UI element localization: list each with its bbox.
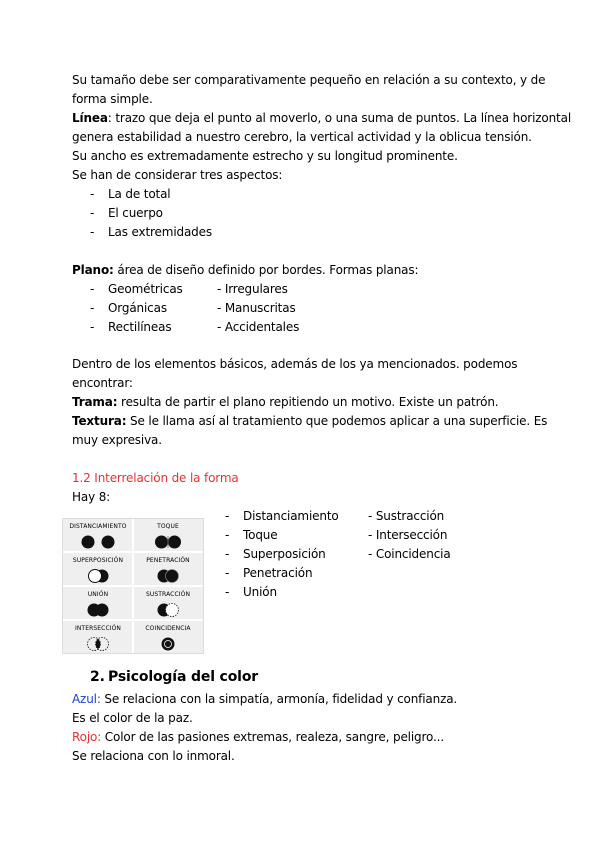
label-interseccion: INTERSECCIÓN [74,625,122,632]
list-item: - Accidentales [217,320,300,334]
list-item: - Manuscritas [217,301,296,315]
bullet-dash: - [90,187,95,201]
linea-line-4: Se han de considerar tres aspectos: [72,168,283,182]
list-item: Superposición [243,547,326,561]
section-heading-interrelacion: 1.2 Interrelación de la forma [72,471,239,485]
bullet-dash: - [90,225,95,239]
azul-label: Azul: [72,692,101,706]
list-item: Orgánicas [108,301,167,315]
toque-shape-icon [138,534,198,550]
trama-label: Trama: [72,395,118,409]
label-toque: TOQUE [157,523,179,530]
interrelacion-count: Hay 8: [72,490,111,504]
list-item: La de total [108,187,171,201]
list-item: - Irregulares [217,282,288,296]
plano-paragraph [72,261,418,280]
bullet-dash: - [90,206,95,220]
bullet-dash: - [225,528,230,542]
label-distanciamiento: DISTANCIAMIENTO [69,523,127,530]
rojo-paragraph [72,728,444,747]
list-item: Distanciamiento [243,509,339,523]
label-superposicion: SUPERPOSICIÓN [72,557,124,564]
interseccion-shape-icon [68,636,128,652]
coincidencia-shape-icon [138,636,198,652]
intro-line-1: Su tamaño debe ser comparativamente pequeño en relación a su contexto, y de [72,73,546,87]
plano-text: área de diseño definido por bordes. Formas planas: [113,263,419,277]
list-item: El cuerpo [108,206,163,220]
elementos-line-2: encontrar: [72,376,133,390]
rojo-label: Rojo: [72,730,102,744]
azul-line-2: Es el color de la paz. [72,711,193,725]
label-union: UNIÓN [87,591,109,598]
linea-line-3: Su ancho es extremadamente estrecho y su longitud prominente. [72,149,458,163]
list-item: Las extremidades [108,225,212,239]
list-item: Geométricas [108,282,183,296]
textura-line-2: muy expresiva. [72,433,162,447]
trama-paragraph [72,393,498,412]
azul-paragraph [72,690,457,709]
section-number: 2. [90,669,105,685]
list-item: Unión [243,585,277,599]
label-coincidencia: COINCIDENCIA [145,625,191,632]
trama-text: resulta de partir el plano repitiendo un motivo. Existe un patrón. [117,395,499,409]
bullet-dash: - [225,547,230,561]
bullet-dash: - [225,566,230,580]
list-item: Penetración [243,566,313,580]
distanciamiento-shape-icon [68,534,128,550]
rojo-line-2: Se relaciona con lo inmoral. [72,749,235,763]
section-heading-psicologia: Psicología del color [108,669,259,685]
union-shape-icon [68,602,128,618]
label-sustraccion: SUSTRACCIÓN [145,591,191,598]
linea-line-2: genera estabilidad a nuestro cerebro, la vertical actividad y la oblicua tensión. [72,130,532,144]
rojo-text: Color de las pasiones extremas, realeza, sangre, peligro... [101,730,445,744]
superposicion-shape-icon [68,568,128,584]
bullet-dash: - [225,585,230,599]
sustraccion-shape-icon [138,602,198,618]
azul-text: Se relaciona con la simpatía, armonía, fidelidad y confianza. [100,692,458,706]
interrelation-figure [62,518,204,654]
elementos-line-1: Dentro de los elementos básicos, además de los ya mencionados. podemos [72,357,518,371]
list-item: - Sustracción [368,509,445,523]
label-penetracion: PENETRACIÓN [146,557,190,564]
penetracion-shape-icon [138,568,198,584]
intro-line-2: forma simple. [72,92,153,106]
list-item: - Coincidencia [368,547,451,561]
list-item: Toque [243,528,278,542]
bullet-dash: - [90,282,95,296]
linea-paragraph [72,109,571,128]
bullet-dash: - [90,301,95,315]
bullet-dash: - [90,320,95,334]
textura-label: Textura: [72,414,127,428]
linea-text: : trazo que deja el punto al moverlo, o una suma de puntos. La línea horizontal [107,111,572,125]
list-item: Rectilíneas [108,320,172,334]
plano-label: Plano: [72,263,114,277]
textura-paragraph [72,412,547,431]
linea-label: Línea [72,111,108,125]
textura-text: Se le llama así al tratamiento que podemos aplicar a una superficie. Es [126,414,548,428]
list-item: - Intersección [368,528,448,542]
bullet-dash: - [225,509,230,523]
